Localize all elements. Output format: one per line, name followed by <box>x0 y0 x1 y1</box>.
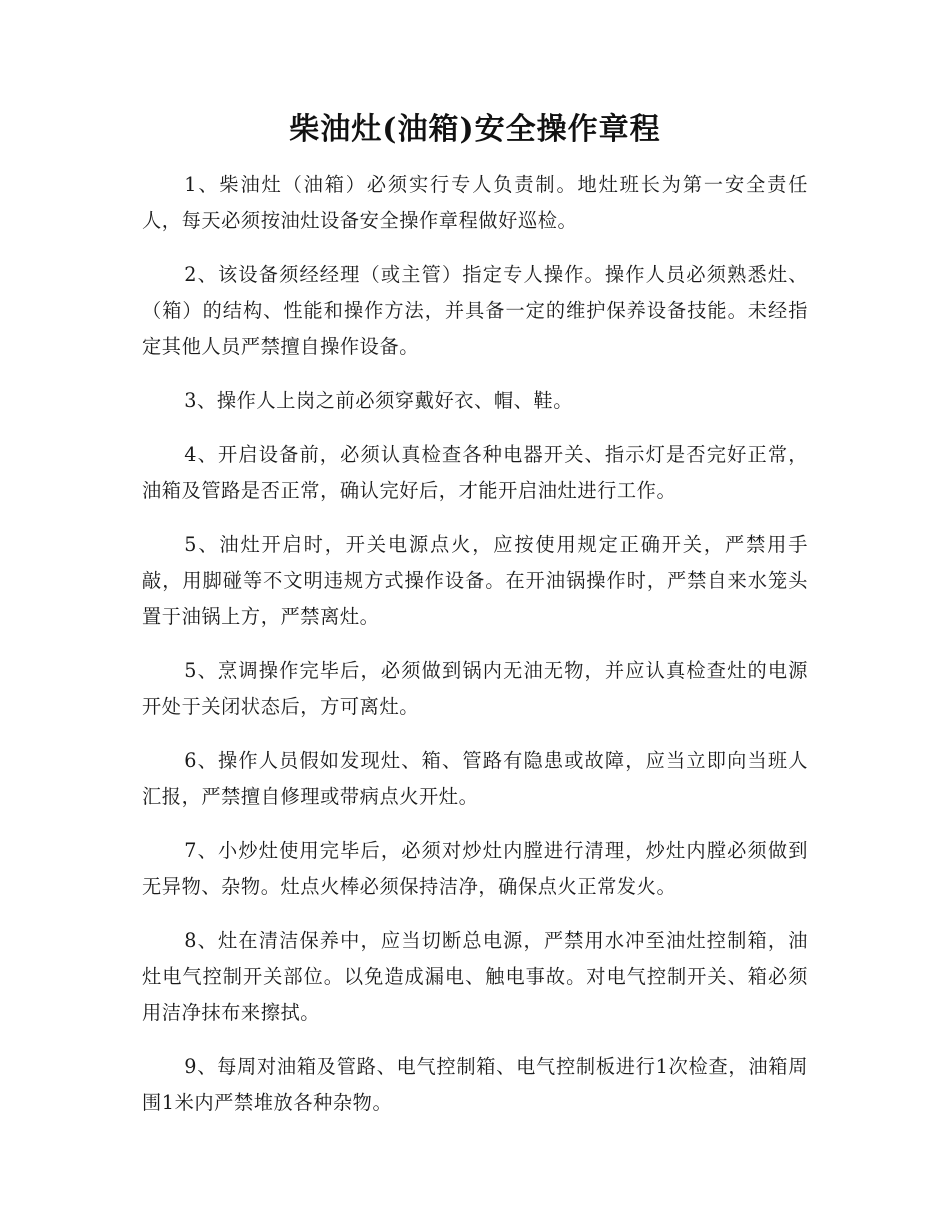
paragraph-1: 1、柴油灶（油箱）必须实行专人负责制。地灶班长为第一安全责任人，每天必须按油灶设备安全操作章程做好巡检。 <box>142 173 808 232</box>
document-body <box>142 167 808 1139</box>
paragraph-3: 3、操作人上岗之前必须穿戴好衣、帽、鞋。 <box>184 389 574 412</box>
paragraph-5: 5、油灶开启时，开关电源点火，应按使用规定正确开关，严禁用手敲，用脚碰等不文明违规方式操作设备。在开油锅操作时，严禁自来水笼头置于油锅上方，严禁离灶。 <box>142 533 808 628</box>
paragraph-10: 9、每周对油箱及管路、电气控制箱、电气控制板进行1次检查，油箱周围1米内严禁堆放各种杂物。 <box>142 1055 808 1114</box>
paragraph-2: 2、该设备须经经理（或主管）指定专人操作。操作人员必须熟悉灶、（箱）的结构、性能和操作方法，并具备一定的维护保养设备技能。未经指定其他人员严禁擅自操作设备。 <box>142 263 808 358</box>
paragraph-4: 4、开启设备前，必须认真检查各种电器开关、指示灯是否完好正常，油箱及管路是否正常，确认完好后，才能开启油灶进行工作。 <box>142 443 808 502</box>
paragraph-7: 6、操作人员假如发现灶、箱、管路有隐患或故障，应当立即向当班人汇报，严禁擅自修理或带病点火开灶。 <box>142 749 808 808</box>
paragraph-8: 7、小炒灶使用完毕后，必须对炒灶内膛进行清理，炒灶内膛必须做到无异物、杂物。灶点火棒必须保持洁净，确保点火正常发火。 <box>142 839 808 898</box>
paragraph-6: 5、烹调操作完毕后，必须做到锅内无油无物，并应认真检查灶的电源开处于关闭状态后，方可离灶。 <box>142 659 808 718</box>
paragraph-9: 8、灶在清洁保养中，应当切断总电源，严禁用水冲至油灶控制箱，油灶电气控制开关部位。以免造成漏电、触电事故。对电气控制开关、箱必须用洁净抹布来擦拭。 <box>142 929 808 1024</box>
document-title: 柴油灶(油箱)安全操作章程 <box>289 112 661 147</box>
